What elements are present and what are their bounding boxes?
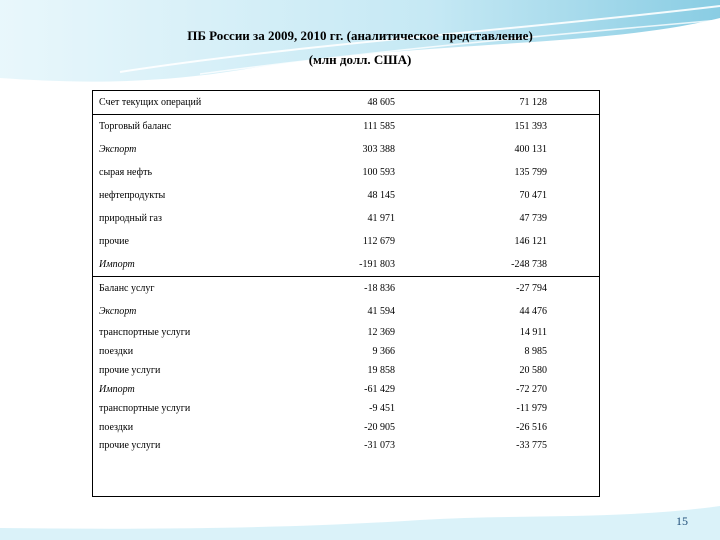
table-row	[93, 230, 599, 253]
value-2009: -61 429	[364, 384, 395, 395]
table-row	[93, 207, 599, 230]
slide-subtitle: (млн долл. США)	[308, 52, 412, 67]
value-2010: -248 738	[395, 253, 599, 277]
value-2009: 48 145	[367, 190, 395, 201]
table-row	[93, 138, 599, 161]
value-2009: -18 836	[364, 283, 395, 294]
row-label: природный газ	[99, 213, 162, 224]
value-2010: 146 121	[514, 236, 547, 247]
footer-wave	[0, 506, 720, 540]
row-label: транспортные услуги	[99, 403, 191, 414]
row-label: поездки	[99, 422, 134, 433]
row-label: Импорт	[93, 253, 305, 277]
value-2010: 14 911	[519, 327, 547, 338]
row-label: прочие	[99, 236, 129, 247]
row-label: прочие услуги	[99, 440, 161, 451]
row-label: прочие услуги	[99, 365, 161, 376]
row-label: Экспорт	[99, 144, 137, 155]
table-row	[93, 184, 599, 207]
table-row	[93, 361, 599, 380]
balance-of-payments-table	[93, 91, 599, 478]
value-2010: 400 131	[514, 144, 547, 155]
value-2009: -20 905	[364, 422, 395, 433]
table-row	[93, 323, 599, 342]
value-2010: 70 471	[519, 190, 547, 201]
value-2010: 8 985	[524, 346, 547, 357]
value-2010: -11 979	[516, 403, 547, 414]
table-row	[93, 115, 599, 139]
table-row	[93, 161, 599, 184]
value-2009: 303 388	[362, 144, 395, 155]
row-label: поездки	[99, 346, 134, 357]
row-label: Импорт	[99, 384, 135, 395]
value-2009: 111 585	[363, 121, 395, 132]
value-2009: 12 369	[367, 327, 395, 338]
value-2009: -191 803	[305, 253, 395, 277]
row-label: сырая нефть	[99, 167, 153, 178]
value-2009: 100 593	[362, 167, 395, 178]
table-row	[93, 300, 599, 323]
row-label: Баланс услуг	[99, 283, 155, 294]
value-2010: 20 580	[519, 365, 547, 376]
value-2010: 135 799	[514, 167, 547, 178]
value-2009: -31 073	[364, 440, 395, 451]
value-2009: -9 451	[369, 403, 395, 414]
table-row	[93, 91, 599, 115]
value-2009: 41 594	[367, 306, 395, 317]
value-2010: 71 128	[395, 91, 599, 115]
table-row	[93, 399, 599, 418]
value-2010: 44 476	[519, 306, 547, 317]
slide-title: ПБ России за 2009, 2010 гг. (аналитическое представление)	[187, 28, 533, 43]
balance-table-frame	[92, 90, 600, 497]
table-row	[93, 253, 599, 277]
page-number: 15	[676, 514, 688, 528]
value-2010: -26 516	[516, 422, 547, 433]
row-label: Торговый баланс	[99, 121, 172, 132]
row-label: Экспорт	[99, 306, 137, 317]
value-2009: 112 679	[362, 236, 395, 247]
row-label: нефтепродукты	[99, 190, 166, 201]
value-2010: -33 775	[516, 440, 547, 451]
value-2009: 19 858	[367, 365, 395, 376]
value-2010: 47 739	[519, 213, 547, 224]
row-label: Счет текущих операций	[93, 91, 305, 115]
value-2009: 48 605	[305, 91, 395, 115]
value-2009: 41 971	[367, 213, 395, 224]
value-2010: 151 393	[514, 121, 547, 132]
value-2010: -27 794	[516, 283, 547, 294]
table-row	[93, 342, 599, 361]
value-2010: -72 270	[516, 384, 547, 395]
table-row	[93, 277, 599, 301]
row-label: транспортные услуги	[99, 327, 191, 338]
table-row	[93, 437, 599, 478]
table-row	[93, 380, 599, 399]
value-2009: 9 366	[372, 346, 395, 357]
table-row	[93, 418, 599, 437]
